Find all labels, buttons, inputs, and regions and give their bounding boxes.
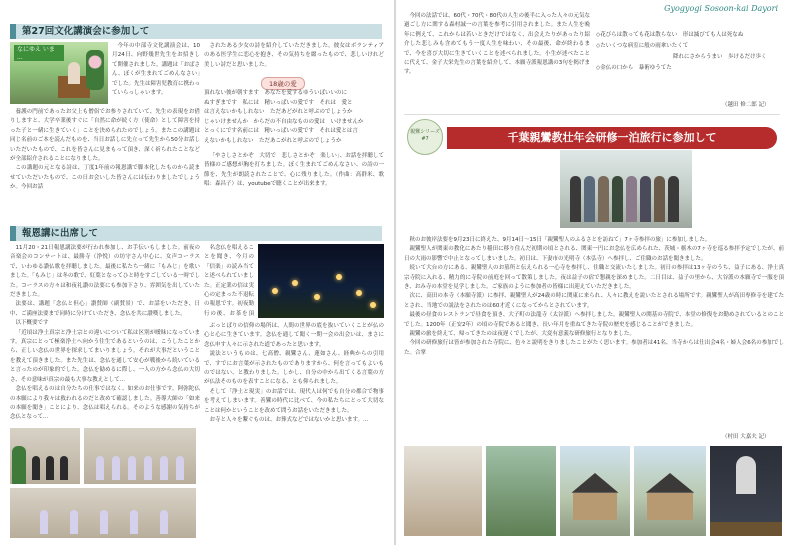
poem-line: ぬすぎまです 私には 精いっぱいの愛です それは 愛と (204, 99, 353, 106)
column2-paragraph: 「やさしさとかぞ 大切で 悲しさとかぞ 楽しい」、お話を拝聴して皆様のご感想が胸を打ちました。ぼく生まれてごめんなさい、の詩の一節を、先生が朗読されたことで、心に残りました。（作曲：高群米、歌唱：森昌子）は、youtubeで聴くことが出来ます。 (204, 153, 384, 188)
poem-body (204, 89, 386, 147)
person-figure (46, 456, 54, 480)
houonko-text (10, 244, 200, 422)
lantern-side-text (204, 244, 254, 318)
performer-figure (70, 510, 78, 534)
quote-line: ◇花びらは散っても花は散らない 形は滅びても人は死なぬ (596, 32, 744, 38)
lecture-paragraph: 今年の中部寺文化講演会は、10月24日、向野幾世先生をお招きして開催されました。講題は「おばさん、ぼくが生まれてごめんなさい」でした。先生は障害児教育に携わっていらっしゃいます。 (112, 43, 200, 97)
person-figure (60, 456, 68, 480)
lantern-light (370, 302, 376, 308)
performer-figure (176, 456, 184, 480)
section-title-lecture: 第27回文化講演会に参加して (10, 24, 382, 39)
person-figure (598, 176, 609, 222)
dharma-talk-paragraph: 今回の法話では、60代・70代・80代の人生の後半に入った人々の元気な過ごし方に関する森村誠一の言葉を参考に引用されました。また人生を晩年に例えて、これからは若いときだけではなく、出会えたりがあったり紹介した悲しみも含めてもう一度人生を味わい、その最後、命が終わるまで、今を喜び大切に生きていくことを述べられました。小生が述べたことに代えて、金子大栄先生の言葉を紹介して、本願寺派報恩講の3句を掲げます。 (404, 13, 590, 76)
tour-title: 千葉親鸞教壮年会研修一泊旅行に参加して (447, 127, 777, 149)
lantern-light (356, 290, 362, 296)
person-figure (626, 176, 637, 222)
column2-paragraph: ぶっとばりの信仰の場所は、人間の世界の底を抜いていくことが仏の心と心に生きています。念仏を通して聞く一期一会の出会いは、まさに念仏申す人々に示された道であったと思います。 (204, 323, 384, 348)
temple-photo-1 (404, 446, 482, 536)
column2-paragraph: 説法というものは、七高僧、親鸞さん、蓮如さん、経典からの引用で、すでにお言葉が示されたものでありますから、何を言ってもよいものではない、と教わりました。しかし、自分の中から出てくる言葉の方が仏法そのものを表すことになる、とも仰られました。 (204, 351, 384, 386)
temple-photo-2 (486, 446, 556, 536)
quote-line: ◇たいくつな病室に般の雨傘いたくて (596, 43, 689, 49)
person-figure (584, 176, 595, 222)
performer-figure (130, 510, 138, 534)
poem-line: は言えないかもしれない ただあどがれと呼ぶのでしょうか (204, 109, 353, 116)
person-figure (668, 176, 679, 222)
temple-roof (640, 473, 700, 493)
tour-paragraph: 今回の研修旅行は皆が参加された寺院に、色々と説明をきりましたことがたく思います。参加者は41名、当寺からは仕出会4名・婦人会6名の参加でした。合掌 (404, 340, 784, 356)
intro-signature: （越田 修二郎 記） (722, 102, 770, 108)
lantern-light (292, 280, 298, 286)
column2-paragraph: そして「浄土と現実」のお話では、現代人は何でも自分の都合で物事を考えてしまいます。善鸞の時代に比べて、今の私たちにとって大切なことは何かということを改めて問うお話をいただきました。 (204, 388, 384, 414)
series-badge: 親鸞シリーズ#7 (407, 119, 443, 155)
lantern-light (272, 288, 278, 294)
speaker-photo (710, 446, 782, 536)
speaker-figure (736, 456, 756, 494)
poem-line: えないかもしれない ただあこがれと呼ぶのでしょうか (204, 137, 342, 144)
column2-paragraph: されたある少女の詩を紹介していただきました。彼女はボランティアのある医学生に恋心を抱き、その気持ちを綴ったもので、悲しいけれど美しい詩だと思いました。 (204, 43, 384, 68)
tour-paragraph: 次に、高田の本寺（本願寺派）に参拝、親鸞聖人が24歳の時に関東に来られ、人々に教えを説いたとされる場所です。親鸞聖人が高田専修寺を建てたとされ、当地での説法をされたのは60才近くになってからとされています。 (404, 293, 784, 309)
houonko-paragraph: 以下概要です (15, 320, 49, 327)
temple-wall (647, 493, 693, 520)
ceremony-photo-1 (10, 428, 80, 484)
group-photo (560, 150, 692, 228)
divider (404, 114, 780, 115)
tour-paragraph: 最後の昼食のレストランで昼食を頂き、大子町の法龍寺（太谷派）へ参拝しました。親鸞聖人の開基の寺院で、本堂の修復をお勤めされているとのことでした。1200年（正安2年）の頃の寺院であると聞き、長い年月を重ねてきた寺院の歴史を感じることができました。 (404, 312, 784, 328)
temple-roof (566, 473, 625, 493)
person-figure (612, 176, 623, 222)
temple-photo-3 (560, 446, 630, 536)
quote-line: 降れにさからうまい 歩けるだけ歩く (596, 54, 767, 60)
column2-paragraph: 名念仏を唱えることを聞き、今月の「信楽」の読み当てと述べられていました。正定業の信は実心の定まった不退転の報恩です。初夜勤行の後、お茶を頂 (204, 245, 254, 317)
performer-figure (40, 510, 48, 534)
lantern-light (314, 294, 320, 300)
lecture-photo (10, 42, 108, 104)
performer-figure (160, 510, 168, 534)
flower-arrangement (12, 446, 26, 484)
dharma-talk-text (404, 12, 590, 112)
lecture-paragraph: この講題の元となる詩は、丁度1年前の報恩講で脚本化したものから読ませていただいたもので、この日お会いした皆さんには伝わりましたでしょうか。今回お話 (10, 165, 200, 191)
tour-paragraph: 親鸞聖人が関東の教化にあたり稲田に移り住んだ初期の頃とされる、関東一円にお念仏を広められた、茨城・栃木の7ヶ寺を巡る参拝予定でしたが、前日の大雨の影響で中止となってしまいました。初日は、下妻市の光明寺（本弘寺）へ参拝し、ご住職のお話を聞きました。 (404, 246, 784, 262)
performer-figure (100, 510, 108, 534)
person-figure (570, 176, 581, 222)
performer-figure (144, 456, 152, 480)
lecture-paragraph: 養護の門前であったお父上も僧侶でお参りされていて、先生の表現をお借りしますと、大学卒業後すぐに「自然に命が続く方（使命）として障害を持った子と一緒に生きていく」ことを決められたのでしょう。またこの講題は同じ名前のご本を読んだものを、当日お話しに先立って先生から50分お話しいただいたもので、これを皆さんに見まもって頂き、深く祈られたことなどが全部紹介されることになりました。 (10, 109, 200, 163)
column2-paragraph: お寺と人々を繋ぐものは、お葬式などではないかと思います。... (209, 417, 369, 424)
column2-lower-text (204, 322, 384, 537)
tour-text (404, 236, 784, 428)
masthead: Gyogyogi Sosoon-kai Dayori (664, 4, 778, 13)
column2-intro (204, 42, 384, 76)
person-figure (32, 456, 40, 480)
photo-banner: なにゆえ いま ... (14, 45, 64, 61)
houonko-paragraph: 法要は、講題「念仏と但心」讃賛師（副賛景）で、お話をいただき、日中、ご満座法要まで同時に分けていただき、念仏を共に讃嘆しました。 (10, 301, 200, 317)
poem-line: 頂れない彼が朝すます あなたを愛するゆういばいいのに (204, 90, 348, 96)
tour-paragraph: 親鸞の旅を終えて、帰ってきたのは夜遅くでしたが、大変有意義な研修旅行となりました。 (409, 331, 635, 338)
temple-wall (573, 493, 618, 520)
lantern-photo (258, 244, 384, 318)
poem-title: 18歳の愛 (261, 77, 305, 90)
ceremony-photo-3 (10, 488, 196, 538)
speaker-figure (68, 62, 80, 84)
flower-arrangement (86, 50, 104, 90)
lantern-light (336, 274, 342, 280)
tour-signature: （村田 大嘉夫 記） (722, 434, 770, 440)
houonko-paragraph: 念仏を唱えるのは自分たちの仕事ではなく、如来のお仕事です。阿弥陀仏の本願により我々は救われるのだと改めて確認しました。善導大師の「如来の本願を聞き」ことにより、念仏は唱えられる。そのような感謝の気持ちが念仏となって... (10, 386, 200, 421)
lecture-text-body (10, 108, 200, 220)
page-spine (394, 0, 396, 545)
performer-figure (160, 456, 168, 480)
ceremony-photo-2 (84, 428, 196, 484)
poem-line: とっくにです名前には 精いっぱいの愛です それは愛とは言 (204, 128, 358, 135)
quote-line: ◇金仏の口から 暴術ゆうてた (596, 65, 672, 71)
performer-figure (128, 456, 136, 480)
lectern (710, 522, 782, 536)
tour-paragraph: 続いて大台の方にある、親鸞聖人のお墓所と伝えられる一心寺を参拝し、住職と交流いたしました。初日の参拝は13ヶ寺のうち、益子にある、浄土真宗寺院に入れる、精力的に寺院の前庭を回って散策しました。夜は益子の宿で懇親を深めました。二日目は、益子の里から、大谷派の本願寺で一服を頂き、おみ寺の本堂を見学しました。ご家族のように参加者の皆様に出迎えていただきました。 (404, 265, 784, 291)
person-figure (640, 176, 651, 222)
section-title-houonko: 報恩講に出席して (10, 226, 382, 241)
temple-photo-4 (634, 446, 706, 536)
quotes-block (596, 30, 786, 74)
person-figure (654, 176, 665, 222)
lecture-text-start (112, 42, 200, 104)
performer-figure (96, 456, 104, 480)
houonko-paragraph: 「近頃は浄土真宗と浄土宗との違いについて私は区別が曖昧になっています。真宗にとって極楽浄土へ向かう往生であるというのは、こうしたことから、正しい念仏の世界を探求してまいりましょう。それが大事だということを教えて頂きました。また先生は、念仏を通して安心が戦後から続いていると言ったのが印象的でした。念仏を勧めるに際し、一人の方から念仏の大切さ、その意味が真宗の最も大事な教えとして... (10, 329, 200, 383)
performer-figure (112, 456, 120, 480)
tour-paragraph: 秋のお彼岸法要を9月23日に終えた、9月14日〜15日「親鸞聖人のふるさとを訪ねて」7ヶ寺参拝の旅」に参加しました。 (409, 237, 711, 243)
column2-text (204, 152, 384, 220)
poem-line: じゃいけませんか からだの不自由なものの愛は いけませんか (204, 118, 364, 125)
houonko-paragraph: 11月20・21日報恩講法要が行われ参加し、お手伝いもしました。前夜の音楽会のコンサートは、最勝寺（浄悦）の坊守さん中心に、女声コーラスで、いわゆる讃仏歌を拝聴しました。最後に私たち一緒に「もみじ」を歌いました。「もみじ」は冬の歌で、紅葉となってひと時をすごしている一時でした。コーラスの方々は和夜礼讃の法要にも参加下さり、雰囲気を出していただきました。 (10, 245, 200, 299)
